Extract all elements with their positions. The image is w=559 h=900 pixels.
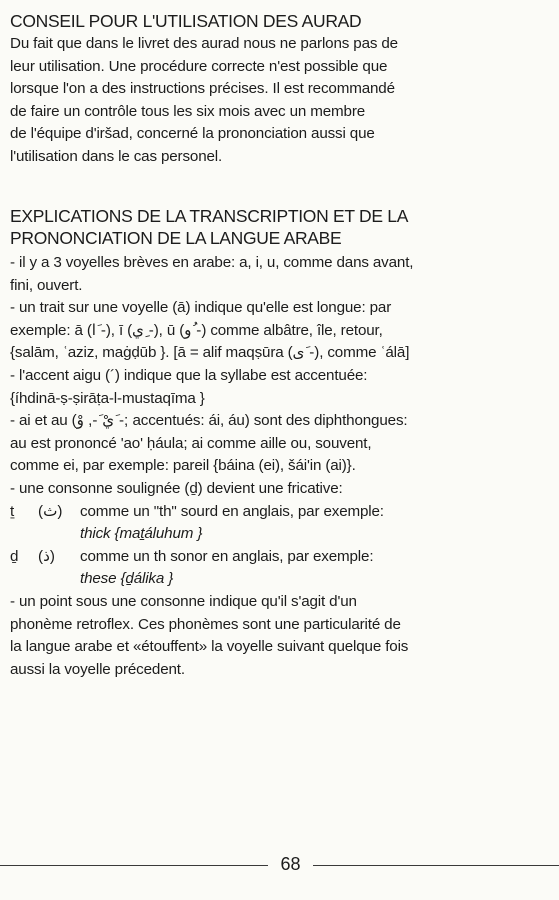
paragraph-line: de faire un contrôle tous les six mois avec un membre	[10, 102, 366, 120]
paragraph-line: de l'équipe d'iršad, concerné la prononciation aussi que	[10, 125, 375, 143]
consonant-example-dhal	[10, 568, 554, 591]
explication-line: - l'accent aigu (´) indique que la syllabe est accentuée:	[10, 366, 368, 384]
explication-line: - un point sous une consonne indique qu'il s'agit d'un	[10, 592, 357, 610]
explication-line: aussi la voyelle précedent.	[10, 660, 185, 678]
explication-line: la langue arabe et «étouffent» la voyelle suivant quelque fois	[10, 638, 409, 656]
footer-rule-right	[313, 865, 559, 866]
explication-line: {íhdinā-ṣ-ṣirāṭa-l-mustaqīma }	[10, 389, 205, 407]
explication-line: comme ei, par exemple: pareil {báina (ei), šái'in (ai)}.	[10, 457, 356, 475]
footer-rule-left	[0, 865, 268, 866]
conseil-paragraph	[10, 33, 554, 169]
consonant-entry-dhal	[10, 546, 554, 569]
explication-line: fini, ouvert.	[10, 276, 83, 294]
entry-example: thick {maṯáluhum }	[80, 525, 203, 543]
explication-line: {salām, ʿaziz, maġḍūb }. [ā = alif maqṣūra (ى َ-), comme ʿálā]	[10, 344, 410, 362]
entry-example: these {ḏálika }	[80, 570, 174, 588]
entry-description: comme un th sonor en anglais, par exemple:	[80, 547, 374, 565]
explications-body	[10, 252, 554, 681]
explication-line: - il y a 3 voyelles brèves en arabe: a, i, u, comme dans avant,	[10, 254, 414, 271]
page-number: 68	[280, 854, 301, 874]
explication-line: - une consonne soulignée (ḏ) devient une fricative:	[10, 479, 343, 497]
arabic-letter: (ذ)	[38, 547, 55, 565]
section-title-line: PRONONCIATION DE LA LANGUE ARABE	[10, 228, 342, 248]
transcription-letter: ṯ	[10, 502, 15, 520]
arabic-letter: (ث)	[38, 502, 63, 520]
explication-line: au est prononcé 'ao' ḥáula; ai comme aille ou, souvent,	[10, 434, 372, 452]
transcription-letter: ḏ	[10, 547, 19, 565]
section-title-conseil: CONSEIL POUR L'UTILISATION DES AURAD	[10, 11, 362, 31]
explication-line: exemple: ā (ا َ-), ī (ي ِ-), ū (و ُ-) comme albâtre, île, retour,	[10, 321, 383, 339]
consonant-entry-tha	[10, 501, 554, 524]
paragraph-line: lorsque l'on a des instructions précises. Il est recommandé	[10, 80, 395, 98]
explication-line: - un trait sur une voyelle (ā) indique qu'elle est longue: par	[10, 299, 392, 317]
explication-line: phonème retroflex. Ces phonèmes sont une particularité de	[10, 615, 401, 633]
explication-line: - ai et au (يْ َ-, وْ َ-; accentués: ái, áu) sont des diphthongues:	[10, 412, 408, 430]
entry-description: comme un "th" sourd en anglais, par exemple:	[80, 502, 384, 520]
page-footer	[0, 852, 559, 876]
consonant-example-tha	[10, 523, 554, 546]
paragraph-line: Du fait que dans le livret des aurad nous ne parlons pas de	[10, 35, 398, 52]
paragraph-line: l'utilisation dans le cas personel.	[10, 147, 223, 165]
section-title-explications	[10, 205, 550, 249]
paragraph-line: leur utilisation. Une procédure correcte n'est possible que	[10, 57, 388, 75]
section-title-line: EXPLICATIONS DE LA TRANSCRIPTION ET DE LA	[10, 206, 409, 226]
